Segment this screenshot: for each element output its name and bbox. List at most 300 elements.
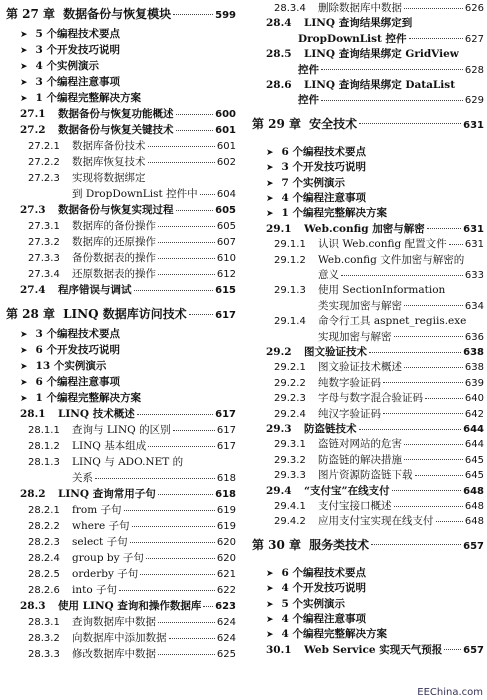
leader-dots [404,8,463,9]
toc-entry-title: 数据备份与恢复功能概述 [58,108,174,120]
leader-dots [158,226,215,227]
toc-entry-cont2[interactable] [252,31,484,47]
toc-entry-number: 29.3.3 [274,470,306,482]
leader-dots [425,398,463,399]
toc-entry-page-number: 617 [215,310,236,321]
toc-entry-page-number: 639 [464,377,484,389]
toc-entry-title: ➤ 1 个编程完整解决方案 [35,392,142,404]
toc-entry-number: 29.2 [266,346,292,358]
toc-entry-number: 27.2.3 [28,173,60,184]
toc-entry-number: 29.4 [266,484,292,497]
toc-entry-title: 关系 [72,472,93,484]
toc-entry-sub[interactable] [6,566,236,582]
toc-entry-page-number: 619 [216,505,236,516]
toc-entry-number: 28.3.1 [28,617,60,628]
toc-entry-bullet[interactable] [252,611,484,627]
toc-entry-bullet[interactable] [252,626,484,642]
toc-entry-number: 27.3.1 [28,221,60,232]
toc-entry-page-number: 612 [216,269,236,280]
toc-entry-number: 28.1.3 [28,457,60,468]
leader-dots [444,649,461,650]
toc-entry-bullet[interactable] [252,175,484,191]
toc-entry-page-number: 601 [215,125,236,136]
toc-entry-number: 第 29 章 [252,116,302,131]
toc-entry-bullet[interactable] [6,390,236,406]
toc-entry-number: 第 30 章 [252,537,302,552]
toc-entry-sub[interactable] [252,513,484,529]
toc-entry-page-number: 605 [216,221,236,232]
toc-entry-chapter[interactable] [6,306,236,322]
leader-dots [383,382,463,383]
toc-entry-number: 28.5 [266,48,292,61]
toc-entry-sub[interactable] [6,630,236,646]
toc-entry-page-number: 625 [216,649,236,660]
leader-dots [383,413,463,414]
toc-entry-page-number: 605 [215,205,236,216]
toc-entry-title: 安全技术 [309,116,358,131]
toc-entry-title: 向数据库中添加数据 [72,632,167,644]
leader-dots [124,510,215,511]
toc-entry-page-number: 602 [216,157,236,168]
toc-entry-number: 28.2.6 [28,585,60,596]
toc-entry-sub[interactable] [252,359,484,375]
leader-dots [158,274,215,275]
toc-entry-number: 29.4.1 [274,501,306,512]
toc-entry-number: 28.6 [266,79,292,91]
toc-entry-number: 28.3 [20,600,46,612]
toc-entry-bullet[interactable] [6,74,236,90]
toc-entry-title: 图文验证技术概述 [318,361,402,374]
watermark: EEChina.com [417,687,483,698]
toc-entry-page-number: 638 [464,362,484,374]
toc-entry-sec[interactable] [6,106,236,122]
toc-entry-title: ➤ 6 个开发技巧说明 [35,344,121,356]
leader-dots [158,654,215,655]
toc-entry-title: 支付宝接口概述 [318,500,392,512]
toc-entry-title: ➤ 1 个编程完整解决方案 [281,207,388,220]
toc-entry-bullet[interactable] [6,358,236,374]
toc-entry-cont2[interactable] [252,62,484,78]
toc-entry-sub[interactable] [6,154,236,170]
toc-entry-bullet[interactable] [6,26,236,42]
toc-entry-title: 程序错误与调试 [58,284,132,296]
toc-entry-sub[interactable] [6,550,236,566]
toc-entry-page-number: 636 [464,331,484,343]
leader-dots [404,459,463,460]
toc-entry-title: LINQ 数据库访问技术 [63,307,187,321]
toc-entry-bullet[interactable] [6,374,236,390]
toc-entry-page-number: 644 [463,424,484,435]
toc-entry-sub[interactable] [6,234,236,250]
leader-dots [148,162,215,163]
toc-entry-sub[interactable] [252,282,484,298]
toc-entry-title: where 子句 [72,520,130,532]
toc-entry-title: 数据备份与恢复实现过程 [58,204,174,216]
toc-entry-title: ➤ 3 个开发技巧说明 [281,161,367,174]
toc-entry-sub[interactable] [6,534,236,550]
toc-entry-sub[interactable] [6,170,236,186]
toc-entry-title: ➤ 3 个编程注意事项 [35,76,121,88]
toc-entry-page-number: 618 [216,473,236,484]
toc-entry-sub[interactable] [252,252,484,268]
leader-dots [176,114,214,115]
toc-entry-bullet[interactable] [252,190,484,206]
toc-entry-page-number: 648 [463,485,484,497]
toc-entry-sec[interactable] [6,122,236,138]
toc-entry-page-number: 626 [464,3,484,14]
toc-entry-title: 控件 [298,94,319,107]
toc-entry-page-number: 638 [463,347,484,358]
toc-entry-title: orderby 子句 [72,568,139,580]
toc-entry-cont[interactable] [6,186,236,202]
toc-entry-number: 第 27 章 [6,7,56,21]
toc-entry-page-number: 617 [216,441,236,452]
toc-entry-number: 29.3.2 [274,454,306,466]
toc-entry-page-number: 633 [464,270,484,281]
toc-entry-sub[interactable] [252,313,484,329]
toc-entry-number: 27.2.2 [28,157,60,168]
leader-dots [158,494,213,495]
leader-dots [415,475,463,476]
toc-entry-page-number: 648 [464,516,484,528]
toc-entry-number: 28.1.1 [28,425,60,436]
toc-entry-number: 28.1 [20,408,46,420]
toc-entry-sec[interactable] [6,486,236,502]
toc-entry-title: 认识 Web.config 配置文件 [318,238,447,251]
toc-entry-bullet[interactable] [252,596,484,612]
toc-entry-page-number: 657 [463,540,484,552]
toc-entry-title: 应用支付宝实现在线支付 [318,515,434,528]
toc-entry-sec[interactable] [6,282,236,298]
toc-entry-number: 28.2.5 [28,569,60,580]
toc-entry-page-number: 623 [215,601,236,612]
toc-entry-sec[interactable] [252,77,484,93]
toc-entry-sub[interactable] [6,218,236,234]
toc-entry-sec[interactable] [252,46,484,62]
toc-entry-number: 29.2.2 [274,377,306,389]
toc-entry-title: ➤ 4 个编程注意事项 [281,613,367,625]
toc-entry-number: 28.2.1 [28,505,60,516]
leader-dots [158,622,215,623]
toc-entry-number: 27.3.4 [28,269,60,280]
toc-entry-page-number: 617 [216,425,236,436]
toc-entry-title: 实现加密与解密 [318,330,392,343]
leader-dots [371,544,461,545]
toc-entry-page-number: 619 [216,521,236,532]
toc-entry-sec[interactable] [252,483,484,499]
toc-entry-number: 28.3.2 [28,633,60,644]
toc-entry-sub[interactable] [6,138,236,154]
toc-entry-page-number: 631 [464,239,484,251]
leader-dots [449,244,463,245]
toc-entry-title: 备份数据表的操作 [72,252,156,264]
toc-entry-cont[interactable] [6,470,236,486]
toc-entry-title: ➤ 6 个编程注意事项 [35,376,121,388]
toc-entry-page-number: 601 [216,141,236,152]
toc-entry-page-number: 631 [463,223,484,235]
leader-dots [409,38,463,39]
toc-entry-sub[interactable] [6,422,236,438]
toc-entry-page-number: 622 [216,585,236,596]
toc-entry-title: 到 DropDownList 控件中 [72,188,198,200]
toc-entry-title: “支付宝”在线支付 [304,484,390,497]
toc-entry-sub[interactable] [6,454,236,470]
leader-dots [158,242,215,243]
toc-entry-title: 查询数据库中数据 [72,616,156,628]
toc-entry-sub[interactable] [252,498,484,514]
toc-entry-sub[interactable] [6,646,236,662]
toc-entry-sub[interactable] [6,518,236,534]
toc-entry-bullet[interactable] [252,565,484,581]
toc-entry-title: ➤ 4 个编程注意事项 [281,192,367,204]
leader-dots [404,444,463,445]
toc-entry-number: 27.2 [20,124,46,136]
toc-entry-title: ➤ 6 个编程技术要点 [281,566,367,579]
toc-entry-sub[interactable] [252,236,484,252]
toc-entry-page-number: 624 [216,617,236,628]
leader-dots [130,542,215,543]
toc-entry-number: 27.3 [20,204,46,216]
toc-entry-sec[interactable] [252,344,484,360]
toc-entry-title: from 子句 [72,504,122,516]
toc-entry-page-number: 628 [464,64,484,76]
toc-entry-title: 纯汉字验证码 [318,407,381,420]
leader-dots [341,275,463,276]
leader-dots [321,69,463,70]
leader-dots [148,146,215,147]
toc-entry-page-number: 657 [463,644,484,656]
toc-entry-page-number: 610 [216,253,236,264]
toc-entry-number: 29.2.4 [274,408,306,420]
toc-entry-sub[interactable] [252,406,484,422]
toc-entry-page-number: 618 [215,489,236,500]
toc-entry-number: 27.1 [20,108,46,120]
toc-entry-title: 数据库恢复技术 [72,156,146,168]
toc-entry-sub[interactable] [252,0,484,16]
toc-entry-title: 删除数据库中数据 [318,2,402,14]
leader-dots [392,490,462,491]
toc-entry-title: LINQ 查询结果绑定 DataList [304,79,456,91]
toc-entry-sub[interactable] [252,390,484,406]
toc-entry-title: ➤ 7 个实例演示 [281,176,346,189]
toc-entry-page-number: 599 [215,10,236,21]
toc-entry-sec[interactable] [6,598,236,614]
toc-entry-title: 修改数据库中数据 [72,648,156,660]
leader-dots [369,352,461,353]
leader-dots [95,478,215,479]
toc-entry-title: ➤ 4 个实例演示 [35,60,100,72]
toc-entry-title: group by 子句 [72,552,144,564]
toc-entry-title: ➤ 13 个实例演示 [35,360,107,372]
leader-dots [169,638,215,639]
toc-entry-title: 查询与 LINQ 的区别 [72,424,171,436]
leader-dots [137,414,213,415]
leader-dots [200,194,215,195]
toc-entry-chapter[interactable] [252,537,484,553]
toc-entry-title: select 子句 [72,536,128,548]
toc-entry-bullet[interactable] [252,205,484,221]
toc-entry-bullet[interactable] [6,90,236,106]
toc-entry-page-number: 624 [216,633,236,644]
toc-entry-page-number: 600 [215,109,236,120]
toc-entry-sub[interactable] [6,502,236,518]
toc-entry-bullet[interactable] [6,42,236,58]
toc-entry-title: 还原数据表的操作 [72,268,156,280]
toc-entry-title: Web Service 实现天气预报 [304,643,443,656]
toc-entry-title: 类实现加密与解密 [318,299,402,312]
toc-entry-bullet[interactable] [6,326,236,342]
toc-entry-number: 29.1.1 [274,239,306,251]
toc-entry-title: 数据库备份技术 [72,140,146,152]
toc-entry-title: 防盗链的解决措施 [318,453,402,466]
toc-entry-title: LINQ 查询结果绑定 GridView [304,48,459,61]
toc-entry-title: ➤ 3 个编程技术要点 [35,328,121,340]
toc-entry-number: 29.3 [266,423,292,435]
toc-entry-number: 28.3.3 [28,649,60,660]
toc-entry-sec[interactable] [252,15,484,31]
toc-entry-title: 盗链对网站的危害 [318,438,402,451]
toc-entry-number: 28.2.2 [28,521,60,532]
toc-entry-title: LINQ 技术概述 [58,408,135,420]
toc-entry-title: ➤ 3 个开发技巧说明 [35,44,121,56]
leader-dots [134,290,214,291]
leader-dots [321,100,463,101]
toc-entry-page-number: 640 [464,393,484,405]
toc-entry-cont[interactable] [252,329,484,345]
toc-entry-number: 29.1.2 [274,254,306,266]
leader-dots [173,430,215,431]
toc-entry-number: 29.1.3 [274,285,306,297]
toc-entry-sec[interactable] [252,642,484,658]
toc-entry-title: DropDownList 控件 [298,32,407,45]
toc-entry-page-number: 634 [464,300,484,312]
leader-dots [132,526,215,527]
toc-entry-number: 28.4 [266,17,292,30]
toc-entry-title: 实现将数据绑定 [72,172,146,184]
toc-entry-sub[interactable] [252,375,484,391]
toc-entry-title: 服务类技术 [309,537,370,552]
toc-entry-title: 数据库的备份操作 [72,220,156,232]
toc-entry-number: 28.3.4 [274,3,306,14]
toc-entry-number: 第 28 章 [6,307,56,321]
leader-dots [189,314,213,315]
toc-entry-cont2[interactable] [252,92,484,108]
toc-entry-title: 字母与数字混合验证码 [318,392,423,405]
toc-entry-sec[interactable] [6,406,236,422]
toc-entry-number: 29.3.1 [274,439,306,451]
leader-dots [359,123,461,124]
leader-dots [404,305,463,306]
toc-entry-sub[interactable] [6,438,236,454]
toc-entry-title: LINQ 查询结果绑定到 [304,17,413,30]
leader-dots [427,228,461,229]
toc-entry-page-number: 617 [215,409,236,420]
toc-entry-title: 意义 [318,269,339,281]
toc-entry-title: ➤ 5 个编程技术要点 [35,28,121,40]
toc-entry-bullet[interactable] [6,58,236,74]
toc-entry-bullet[interactable] [252,580,484,596]
toc-entry-sec[interactable] [252,221,484,237]
toc-entry-sub[interactable] [6,266,236,282]
toc-entry-page-number: 620 [216,537,236,548]
leader-dots [148,446,215,447]
toc-entry-title: Web.config 加密与解密 [304,222,425,235]
toc-entry-title: 数据备份与恢复模块 [63,7,172,21]
toc-entry-title: ➤ 4 个开发技巧说明 [281,582,367,595]
toc-entry-page-number: 642 [464,408,484,420]
toc-entry-bullet[interactable] [252,159,484,175]
toc-entry-number: 29.4.2 [274,516,306,528]
toc-entry-title: 图片资源防盗链下载 [318,469,413,482]
toc-entry-title: 纯数字验证码 [318,376,381,389]
toc-entry-cont[interactable] [252,267,484,283]
toc-entry-bullet[interactable] [252,144,484,160]
toc-entry-number: 27.3.2 [28,237,60,248]
toc-entry-number: 27.4 [20,284,46,296]
toc-entry-number: 29.1.4 [274,316,306,328]
toc-entry-title: 数据库的还原操作 [72,236,156,248]
toc-entry-page-number: 631 [463,119,484,131]
toc-entry-title: LINQ 查询常用子句 [58,488,156,500]
toc-entry-page-number: 629 [464,95,484,107]
toc-entry-title: ➤ 4 个编程完整解决方案 [281,628,388,641]
toc-entry-number: 28.2.4 [28,553,60,564]
leader-dots [146,558,215,559]
toc-entry-page-number: 621 [216,569,236,580]
toc-entry-chapter[interactable] [252,116,484,132]
leader-dots [394,506,463,507]
toc-entry-title: 数据备份与恢复关键技术 [58,124,174,136]
leader-dots [436,521,463,522]
toc-entry-page-number: 620 [216,553,236,564]
toc-entry-title: ➤ 5 个实例演示 [281,597,346,610]
toc-entry-page-number: 615 [215,285,236,296]
leader-dots [203,606,213,607]
toc-entry-title: Web.config 文件加密与解密的 [318,253,465,266]
toc-entry-number: 27.3.3 [28,253,60,264]
toc-entry-title: into 子句 [72,584,117,596]
toc-entry-page-number: 645 [464,470,484,482]
toc-entry-sec[interactable] [6,202,236,218]
toc-entry-sub[interactable] [252,452,484,468]
toc-entry-sub[interactable] [6,250,236,266]
leader-dots [176,210,214,211]
toc-entry-title: 使用 LINQ 查询和操作数据库 [58,600,202,612]
toc-entry-sub[interactable] [6,582,236,598]
leader-dots [173,14,213,15]
toc-entry-page-number: 627 [464,33,484,45]
toc-entry-title: 命令行工具 aspnet_regiis.exe [318,315,467,328]
toc-entry-bullet[interactable] [6,342,236,358]
toc-entry-sub[interactable] [6,614,236,630]
toc-entry-sub[interactable] [252,436,484,452]
toc-entry-number: 30.1 [266,643,292,656]
toc-entry-title: LINQ 基本组成 [72,440,147,452]
leader-dots [359,429,462,430]
toc-entry-page-number: 645 [464,454,484,466]
leader-dots [119,590,215,591]
toc-entry-number: 29.2.3 [274,393,306,405]
toc-entry-cont[interactable] [252,298,484,314]
toc-entry-title: ➤ 6 个编程技术要点 [281,145,367,158]
toc-entry-chapter[interactable] [6,6,236,22]
toc-entry-title: LINQ 与 ADO.NET 的 [72,456,184,468]
toc-entry-sub[interactable] [252,467,484,483]
leader-dots [158,258,215,259]
toc-entry-title: 控件 [298,63,319,76]
toc-entry-sec[interactable] [252,421,484,437]
toc-entry-number: 29.2.1 [274,362,306,374]
